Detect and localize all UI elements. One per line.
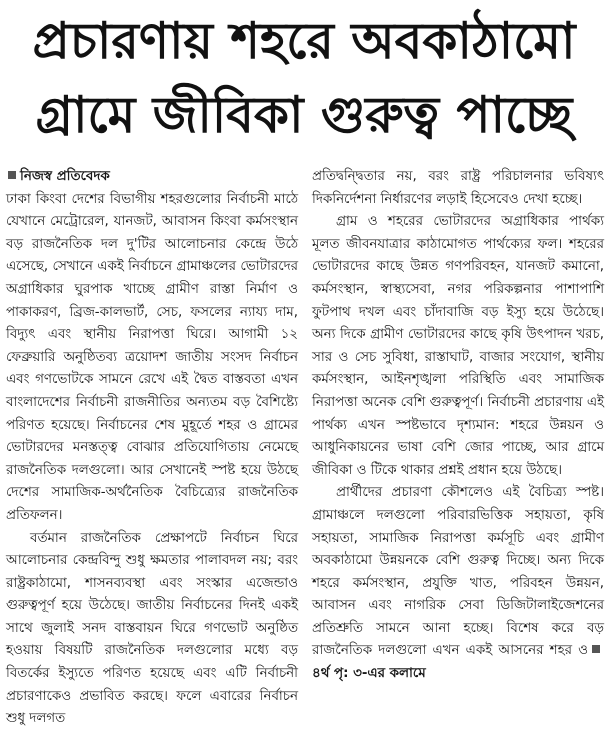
byline-text: নিজস্ব প্রতিবেদক: [20, 169, 110, 184]
paragraph: প্রতিদ্বন্দ্বিতার নয়, বরং রাষ্ট্র পরিচালনার ভবিষ্যৎ দিকনির্দেশনা নির্ধারণের লড়াই হিসেবেও দেখা হচ্ছে।: [312, 169, 604, 207]
paragraph: ঢাকা কিংবা দেশের বিভাগীয় শহরগুলোর নির্বাচনী মাঠে যেখানে মেট্রোরেল, যানজট, আবাসন কিংবা কর্মসংস্থান বড় রাজনৈতিক দল দু'টির আলোচনার কেন্দ্রে উঠে এসেছে, সেখানে একই নির্বাচনে গ্রামাঞ্চলের ভোটারদের অগ্রাধিকার ঘুরপাক খাচ্ছে গ্রামীণ রাস্তা নির্মাণ ও পাকাকরণ, ব্রিজ-কালভার্ট, সেচ, ফসলের ন্যায্য দাম, বিদ্যুৎ এবং স্থানীয় নিরাপত্তা ঘিরে। আগামী ১২ ফেব্রুয়ারি অনুষ্ঠিতব্য ত্রয়োদশ জাতীয় সংসদ নির্বাচন এবং গণভোটকে সামনে রেখে এই দ্বৈত বাস্তবতা এখন বাংলাদেশের নির্বাচনী রাজনীতির অন্যতম বড় বৈশিষ্ট্যে পরিণত হয়েছে। নির্বাচনের শেষ মুহূর্তে শহর ও গ্রামের ভোটারদের মনস্তত্ত্ব বোঝার প্রতিযোগিতায় নেমেছে রাজনৈতিক দলগুলো। আর সেখানেই স্পষ্ট হয়ে উঠছে দেশের সামাজিক-অর্থনৈতিক বৈচিত্র্যের রাজনৈতিক প্রতিফলন।: [6, 191, 298, 523]
article-column-right: [312, 166, 604, 686]
headline: [0, 0, 608, 160]
article-column-left: [6, 166, 298, 731]
byline: [6, 166, 298, 189]
continuation-text: ৪র্থ পৃ: ৩-এর কলামে: [312, 666, 426, 682]
bullet-square-icon: [592, 645, 600, 653]
paragraph: গ্রাম ও শহরের ভোটারদের অগ্রাধিকার পার্থক্য মূলত জীবনযাত্রার কাঠামোগত পার্থক্যের ফল। শহরের ভোটারদের কাছে উন্নত গণপরিবহন, যানজট কমানো, কর্মসংস্থান, স্বাস্থ্যসেবা, নগর পরিকল্পনার পাশাপাশি ফুটপাথ দখল এবং চাঁদাবাজি বড় ইস্যু হয়ে উঠেছে। অন্য দিকে গ্রামীণ ভোটারদের কাছে কৃষি উৎপাদন খরচ, সার ও সেচ সুবিধা, রাস্তাঘাট, বাজার সংযোগ, স্থানীয় কর্মসংস্থান, আইনশৃঙ্খলা পরিস্থিতি এবং সামাজিক নিরাপত্তা অনেক বেশি গুরুত্বপূর্ণ। নির্বাচনী প্রচারণায় এই পার্থক্য এখন স্পষ্টভাবে দৃশ্যমান: শহরে উন্নয়ন ও আধুনিকায়নের ভাষা বেশি জোর পাচ্ছে, আর গ্রামে জীবিকা ও টিকে থাকার প্রশ্নই প্রধান হয়ে উঠছে।: [312, 214, 604, 478]
headline-line-1: প্রচারণায় শহরে অবকাঠামো: [32, 12, 576, 70]
paragraph-text: প্রার্থীদের প্রচারণা কৌশলেও এই বৈচিত্র্য স্পষ্ট। গ্রামাঞ্চলে দলগুলো পরিবারভিত্তিক সহায়তা, কৃষি সহায়তা, সামাজিক নিরাপত্তা কর্মসূচি এবং গ্রামীণ অবকাঠামো উন্নয়নকে বেশি গুরুত্ব দিচ্ছে। অন্য দিকে শহরে কর্মসংস্থান, প্রযুক্তি খাত, পরিবহন উন্নয়ন, আবাসন এবং নাগরিক সেবা ডিজিটালাইজেশনের প্রতিশ্রুতি সামনে আনা হচ্ছে। বিশেষ করে বড় রাজনৈতিক দলগুলো এখন একই আসনের শহর ও: [312, 485, 604, 659]
paragraph: বর্তমান রাজনৈতিক প্রেক্ষাপটে নির্বাচন ঘিরে আলোচনার কেন্দ্রবিন্দু শুধু ক্ষমতার পালাবদল নয়; বরং রাষ্ট্রকাঠামো, শাসনব্যবস্থা এবং সংস্কার এজেন্ডাও গুরুত্বপূর্ণ হয়ে উঠেছে। জাতীয় নির্বাচনের দিনই একই সাথে জুলাই সনদ বাস্তবায়ন ঘিরে গণভোট অনুষ্ঠিত হওয়ায় বিষয়টি রাজনৈতিক দলগুলোর মধ্যে বড় বিতর্কের ইস্যুতে পরিণত হয়েছে এবং এটি নির্বাচনী প্রচারণাকেও প্রভাবিত করছে। ফলে এবারের নির্বাচন শুধু দলগত: [6, 530, 298, 727]
bullet-square-icon: [8, 171, 16, 179]
paragraph: [312, 482, 604, 685]
headline-line-2: গ্রামে জীবিকা গুরুত্ব পাচ্ছে: [35, 86, 573, 144]
